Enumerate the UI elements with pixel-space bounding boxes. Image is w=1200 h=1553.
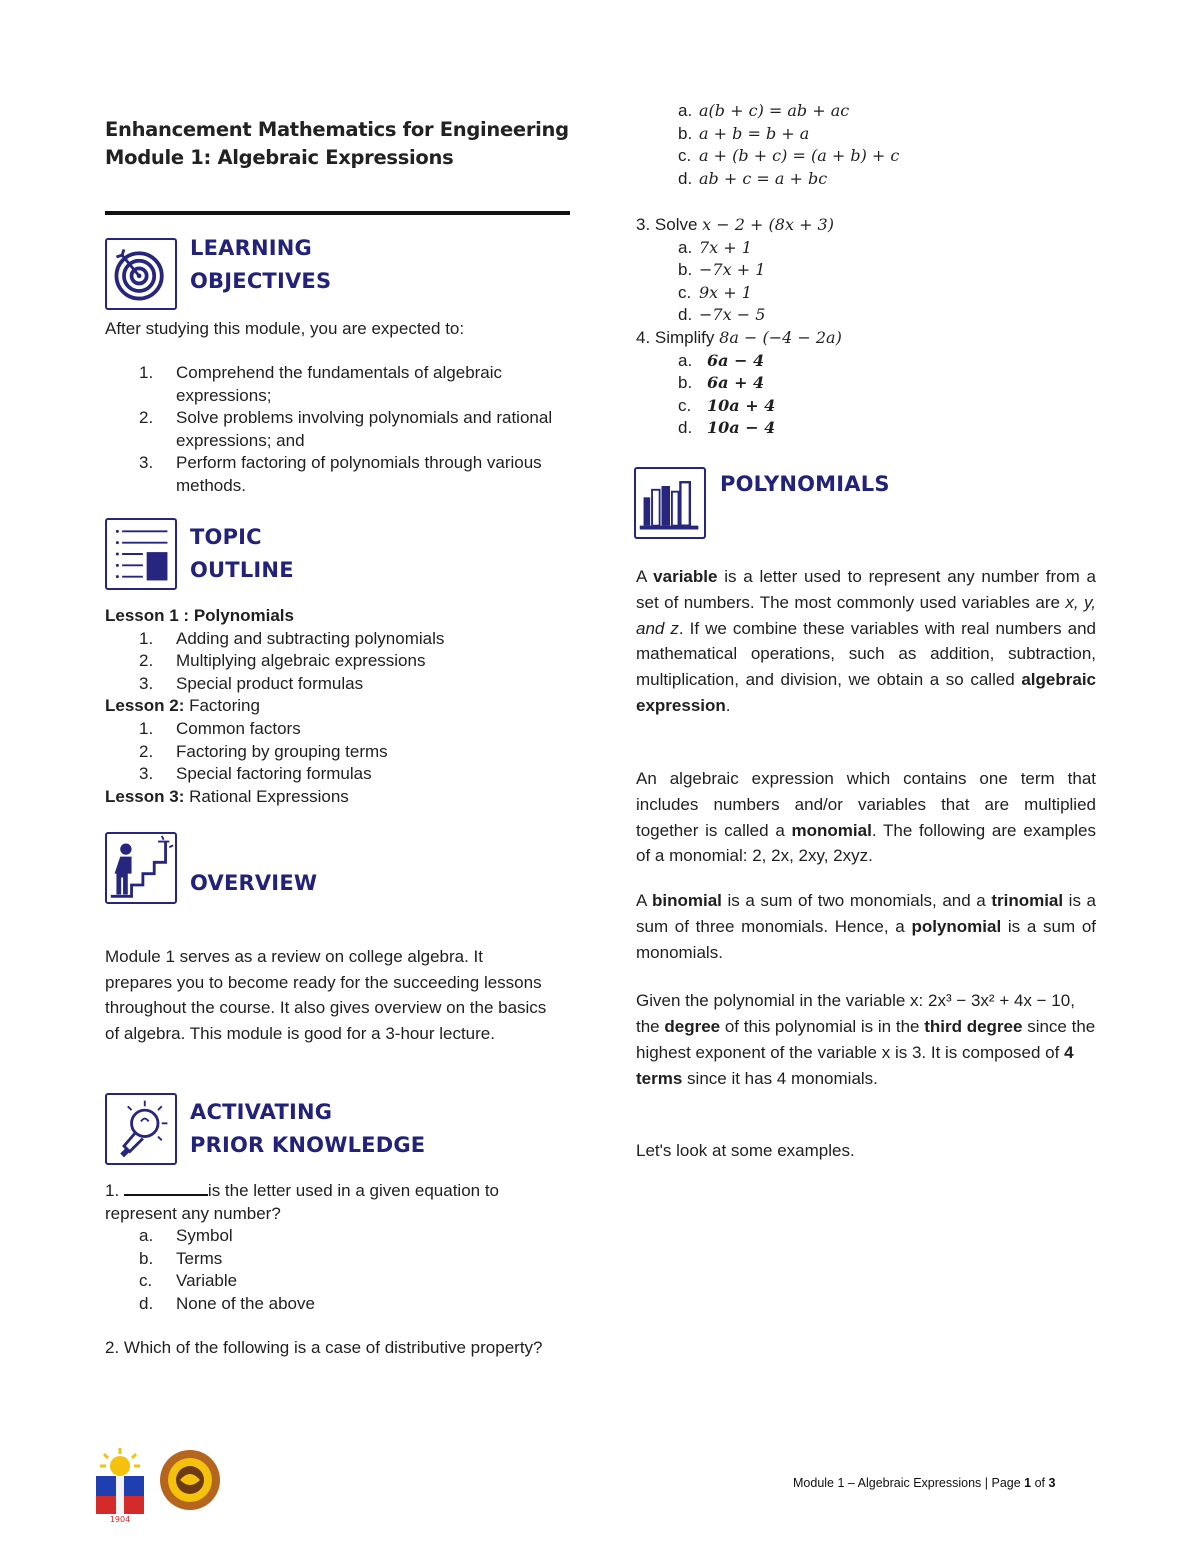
choice-item: [105, 1270, 565, 1293]
document-title: [105, 116, 569, 172]
module-title: Module 1: Algebraic Expressions: [105, 146, 454, 169]
list-item: [105, 650, 575, 673]
lesson-label: Lesson 2:: [105, 696, 185, 716]
list-item: [105, 362, 575, 407]
item-text: Special factoring formulas: [176, 764, 372, 784]
objectives-list: [105, 362, 575, 498]
page-number: 1: [1024, 1476, 1032, 1490]
section-title-line: LEARNING: [190, 236, 312, 260]
choice-text: ab + c = a + bc: [699, 168, 828, 188]
choice-letter: b.: [678, 373, 693, 393]
choice-text: a(b + c) = ab + ac: [699, 101, 850, 120]
question-label: 4. Simplify: [636, 327, 715, 347]
question-2-choices: [636, 100, 1096, 190]
item-number: 3.: [139, 453, 154, 473]
choice-item: [636, 259, 1096, 282]
question-text: [105, 1180, 565, 1225]
item-text: Common factors: [176, 718, 301, 738]
prior-knowledge-title: [190, 1096, 425, 1162]
section-title-line: OUTLINE: [190, 558, 294, 582]
polynomials-paragraph-5: Let's look at some examples.: [636, 1141, 855, 1160]
term-polynomial: polynomial: [911, 916, 1002, 936]
topic-outline-title: [190, 521, 294, 587]
institution-logos: [84, 1444, 224, 1524]
question-2: 2. Which of the following is a case of distributive property?: [105, 1338, 543, 1357]
choice-text: Symbol: [176, 1226, 233, 1246]
lesson-name: Factoring: [184, 696, 260, 716]
term-variable: variable: [653, 567, 718, 586]
question-body: is the letter used in a given equation to represent any number?: [105, 1181, 500, 1223]
choice-letter: b.: [678, 260, 693, 280]
item-number: 3.: [139, 764, 154, 784]
question-text: [636, 214, 1096, 237]
polynomials-title: POLYNOMIALS: [720, 472, 890, 496]
choice-item: [105, 1248, 565, 1271]
section-title-line: TOPIC: [190, 525, 262, 549]
choice-letter: c.: [139, 1271, 153, 1291]
term-third-degree: third degree: [924, 1017, 1023, 1036]
polynomials-paragraph-4: Given the polynomial in the variable x: 2x³ − 3x² + 4x − 10, the degree of this polynomial is in the third degree since the highest exponent of the variable x is 3. It is composed of 4 terms since it has 4 monomials.: [636, 991, 1096, 1088]
term-degree: degree: [664, 1017, 721, 1036]
item-text: Solve problems involving polynomials and rational expressions; and: [176, 408, 553, 450]
lesson-name: Polynomials: [189, 606, 294, 625]
choice-item: [105, 1225, 565, 1248]
item-text: Adding and subtracting polynomials: [176, 628, 445, 648]
topic-outline-list: [105, 605, 575, 808]
polynomials-paragraph-1: A variable is a letter used to represent any number from a set of numbers. The most commonly used variables are x, y, and z. If we combine these variables with real numbers and mathematical operations, such as addition, subtraction, multiplication, and division, we obtain a so called algebraic expression.: [636, 567, 1096, 715]
lesson-name: Rational Expressions: [184, 786, 349, 806]
lesson-heading: [105, 695, 575, 718]
list-item: [105, 741, 575, 764]
choice-item: [636, 282, 1096, 305]
answer-blank: [124, 1182, 208, 1196]
course-title: Enhancement Mathematics for Engineering: [105, 118, 569, 141]
question-expression: 8a − (−4 − 2a): [719, 327, 842, 347]
item-text: Comprehend the fundamentals of algebraic expressions;: [176, 363, 503, 405]
item-text: Perform factoring of polynomials through various methods.: [176, 453, 542, 495]
choice-letter: b.: [139, 1248, 154, 1268]
choice-text: a + b = b + a: [699, 123, 810, 143]
choice-text: Variable: [176, 1271, 238, 1291]
choice-item: [636, 100, 1096, 123]
learning-objectives-title: [190, 232, 331, 298]
list-item: [105, 763, 575, 786]
choice-text: −7x − 5: [699, 305, 766, 325]
target-icon: [105, 238, 177, 310]
choice-letter: c.: [678, 282, 692, 302]
choice-letter: c.: [678, 146, 692, 166]
choice-letter: a.: [678, 101, 693, 120]
item-number: 2.: [139, 408, 154, 428]
item-number: 3.: [139, 673, 154, 693]
term-algebraic-expression: algebraic expression: [636, 670, 1096, 715]
page-footer: [793, 1476, 1055, 1490]
list-item: [105, 452, 575, 497]
choice-letter: a.: [678, 237, 693, 257]
choice-item: [636, 372, 1096, 395]
term-monomial: monomial: [791, 820, 872, 840]
section-title-line: ACTIVATING: [190, 1100, 333, 1124]
choice-text: 7x + 1: [699, 237, 752, 257]
flag-seal-logo: [84, 1444, 224, 1524]
item-number: 1.: [139, 718, 154, 738]
choice-item: [636, 237, 1096, 260]
choice-item: [636, 350, 1096, 373]
question-1: [105, 1180, 565, 1316]
choice-text: Terms: [176, 1248, 223, 1268]
item-number: 2.: [139, 651, 154, 671]
item-text: Factoring by grouping terms: [176, 741, 388, 761]
choice-text: −7x + 1: [699, 260, 766, 280]
term-4-terms: 4 terms: [636, 1043, 1074, 1088]
lesson-label: Lesson 1 :: [105, 606, 190, 625]
item-number: 2.: [139, 741, 154, 761]
choice-item: [636, 168, 1096, 191]
list-item: [105, 718, 575, 741]
choice-text: 10a + 4: [707, 395, 776, 415]
term-binomial: binomial: [651, 891, 722, 910]
term-trinomial: trinomial: [991, 891, 1064, 910]
polynomials-paragraph-2: An algebraic expression which contains one term that includes numbers and/or variables that are multiplied together is called a monomial. The following are examples of a monomial: 2, 2x, 2xy, 2xyz.: [636, 769, 1097, 866]
bookshelf-icon: [634, 467, 706, 539]
choice-item: [636, 304, 1096, 327]
lesson-heading: [105, 605, 575, 628]
question-number: 1.: [105, 1181, 120, 1200]
choice-item: [636, 395, 1096, 418]
section-title-line: PRIOR KNOWLEDGE: [190, 1133, 426, 1157]
choice-letter: d.: [678, 418, 693, 438]
choice-letter: a.: [139, 1226, 154, 1246]
item-number: 1.: [139, 363, 154, 382]
footer-label: Module 1 – Algebraic Expressions | Page: [793, 1476, 1025, 1490]
choice-letter: c.: [678, 395, 692, 415]
list-item: [105, 673, 575, 696]
item-text: Multiplying algebraic expressions: [176, 651, 426, 671]
choice-text: 6a + 4: [707, 373, 765, 393]
objectives-intro: After studying this module, you are expected to:: [105, 319, 465, 338]
lesson-heading: [105, 786, 575, 809]
choice-letter: a.: [678, 350, 693, 370]
overview-text: Module 1 serves as a review on college algebra. It prepares you to become ready for the succeeding lessons throughout the course. It also gives overview on the basics of algebra. This module is good for a 3-hour lecture.: [105, 947, 547, 1043]
footer-of: of: [1031, 1476, 1049, 1490]
choice-letter: b.: [678, 123, 693, 143]
choice-item: [636, 145, 1096, 168]
question-text: [636, 327, 1096, 350]
question-label: 3. Solve: [636, 215, 698, 234]
polynomials-paragraph-3: A binomial is a sum of two monomials, and a trinomial is a sum of three monomials. Hence, a polynomial is a sum of monomials.: [636, 891, 1096, 962]
choice-item: [105, 1293, 565, 1316]
header-rule: [105, 211, 570, 215]
list-item: [105, 628, 575, 651]
question-3: [636, 214, 1096, 440]
choice-item: [636, 417, 1096, 440]
section-title-line: OBJECTIVES: [190, 269, 332, 293]
svg-text:1904: 1904: [109, 1515, 131, 1524]
lightbulb-icon: [105, 1093, 177, 1165]
choice-text: 10a − 4: [707, 418, 776, 438]
lesson-label: Lesson 3:: [105, 786, 185, 806]
choice-text: None of the above: [176, 1293, 315, 1313]
stairs-climber-icon: [105, 832, 177, 904]
choice-text: 6a − 4: [707, 350, 765, 370]
choice-item: [636, 123, 1096, 146]
choice-text: a + (b + c) = (a + b) + c: [699, 146, 900, 166]
outline-list-icon: [105, 518, 177, 590]
item-number: 1.: [139, 628, 154, 648]
choice-letter: d.: [678, 168, 693, 188]
list-item: [105, 407, 575, 452]
question-expression: x − 2 + (8x + 3): [702, 215, 834, 234]
choice-letter: d.: [678, 305, 693, 325]
item-text: Special product formulas: [176, 673, 364, 693]
overview-title: OVERVIEW: [190, 871, 318, 895]
page-total: 3: [1048, 1476, 1056, 1490]
choice-text: 9x + 1: [699, 282, 752, 302]
choice-letter: d.: [139, 1293, 154, 1313]
